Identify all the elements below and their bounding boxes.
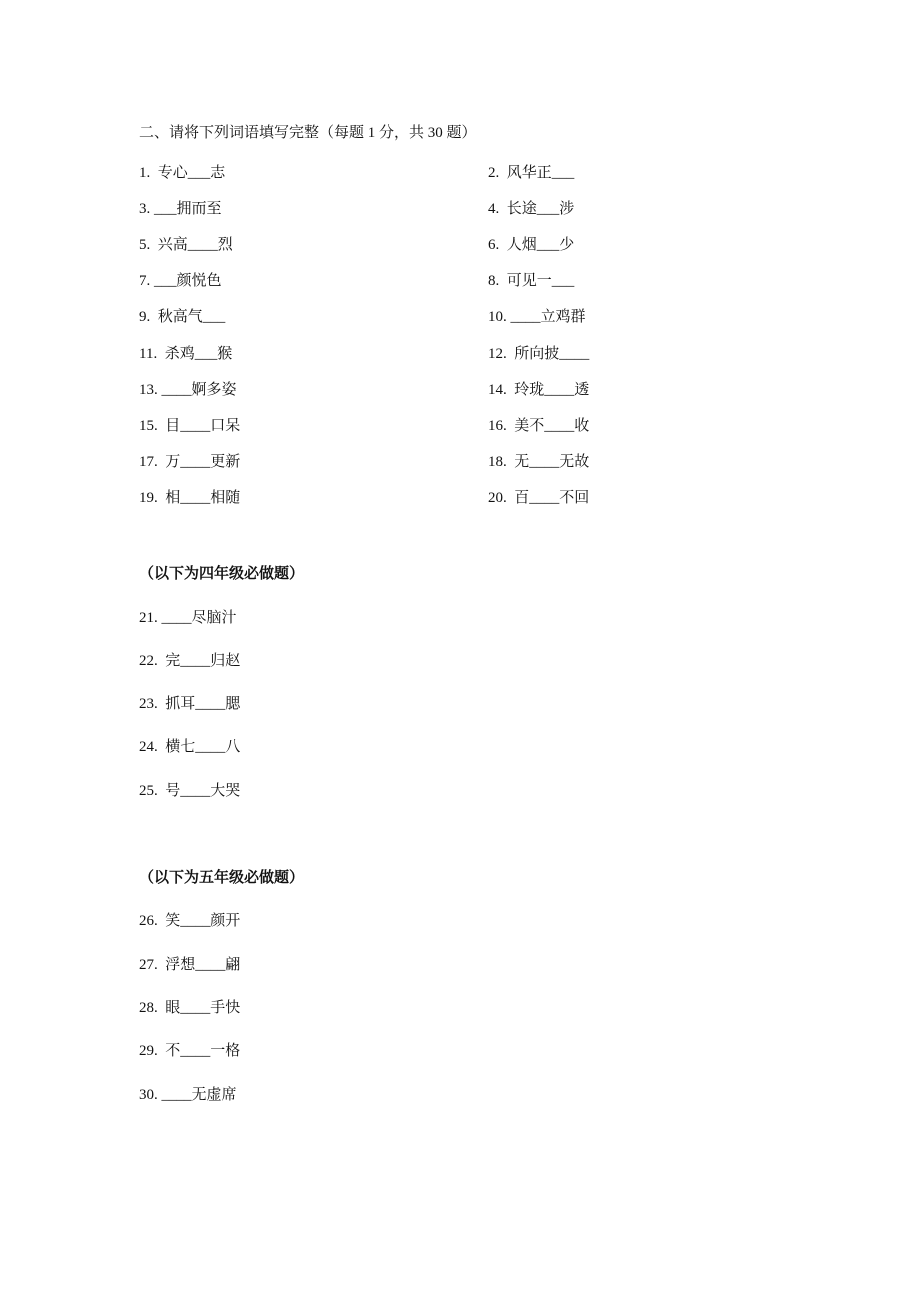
question-item: 14. 玲珑____透 (488, 382, 590, 398)
section-title: 二、请将下列词语填写完整（每题 1 分，共 30 题） (139, 125, 477, 141)
question-item: 16. 美不____收 (488, 418, 590, 434)
question-item: 3. ___拥而至 (139, 201, 222, 217)
question-item: 7. ___颜悦色 (139, 273, 222, 289)
grade4-section-title: （以下为四年级必做题） (139, 566, 305, 582)
question-item: 6. 人烟___少 (488, 237, 575, 253)
question-item: 28. 眼____手快 (139, 1000, 241, 1016)
grade5-section-title: （以下为五年级必做题） (139, 870, 305, 886)
question-item: 19. 相____相随 (139, 490, 241, 506)
question-item: 9. 秋高气___ (139, 309, 226, 325)
question-item: 24. 横七____八 (139, 739, 241, 755)
question-item: 5. 兴高____烈 (139, 237, 233, 253)
question-item: 25. 号____大哭 (139, 783, 241, 799)
question-item: 8. 可见一___ (488, 273, 575, 289)
question-item: 26. 笑____颜开 (139, 913, 241, 929)
question-item: 21. ____尽脑汁 (139, 610, 237, 626)
question-item: 27. 浮想____翩 (139, 957, 241, 973)
question-item: 22. 完____归赵 (139, 653, 241, 669)
question-item: 29. 不____一格 (139, 1043, 241, 1059)
question-item: 20. 百____不回 (488, 490, 590, 506)
question-item: 1. 专心___志 (139, 165, 226, 181)
question-item: 4. 长途___涉 (488, 201, 575, 217)
question-item: 11. 杀鸡___猴 (139, 346, 233, 362)
question-item: 18. 无____无故 (488, 454, 590, 470)
question-item: 10. ____立鸡群 (488, 309, 586, 325)
question-item: 23. 抓耳____腮 (139, 696, 241, 712)
question-item: 30. ____无虚席 (139, 1087, 237, 1103)
question-item: 2. 风华正___ (488, 165, 575, 181)
question-item: 17. 万____更新 (139, 454, 241, 470)
question-item: 13. ____婀多姿 (139, 382, 237, 398)
question-item: 12. 所向披____ (488, 346, 590, 362)
question-item: 15. 目____口呆 (139, 418, 241, 434)
